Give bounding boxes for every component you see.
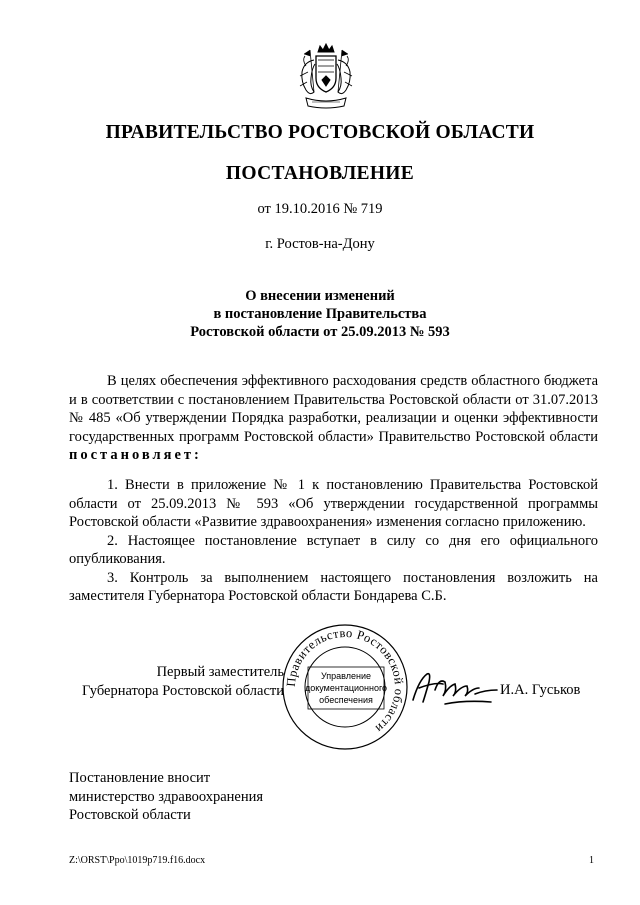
file-path: Z:\ORST\Ppo\1019p719.f16.docx xyxy=(69,855,206,866)
submission-note xyxy=(69,769,263,825)
subject-line: Ростовской области от 25.09.2013 № 593 xyxy=(190,324,450,340)
signatory-title-line: Первый заместитель xyxy=(156,664,284,680)
decree-word: постановляет: xyxy=(69,447,202,463)
subject-line: в постановление Правительства xyxy=(213,306,427,322)
government-title: ПРАВИТЕЛЬСТВО РОСТОВСКОЙ ОБЛАСТИ xyxy=(105,122,535,143)
submission-note-line: министерство здравоохранения xyxy=(69,788,264,805)
document-type: ПОСТАНОВЛЕНИЕ xyxy=(225,163,415,184)
decree-item-1: 1. Внести в приложение № 1 к постановлению Правительства Ростовской области от 25.09.2013 № 593 «Об утверждении государственной программы Ростовской области «Развитие здравоохранения» изменения согласно приложению. xyxy=(69,477,598,530)
preamble-text: В целях обеспечения эффективного расходования средств областного бюджета и в соответствии с постановлением Правительства Ростовской области от 31.07.2013 № 485 «Об утверждении Порядка разработки, реализации и оценки эффективности государственных программ Ростовской области» Правительство Ростовской области xyxy=(69,373,598,445)
signatory-name: И.А. Гуськов xyxy=(500,682,581,698)
decree-items xyxy=(69,476,598,606)
signatory-title xyxy=(69,663,284,700)
official-seal-icon xyxy=(280,622,410,752)
submission-note-line: Постановление вносит xyxy=(69,770,211,786)
signatory-title-line: Губернатора Ростовской области xyxy=(81,682,284,699)
seal-outer-text: Правительство Ростовской области xyxy=(283,625,407,736)
page-number: 1 xyxy=(589,855,594,866)
decree-item-3: 3. Контроль за выполнением настоящего постановления возложить на заместителя Губернатора Ростовской области Бондарева С.Б. xyxy=(69,569,598,604)
seal-inner-line: обеспечения xyxy=(319,695,373,705)
date-number: от 19.10.2016 № 719 xyxy=(257,201,383,217)
coat-of-arms-icon xyxy=(296,42,356,114)
handwritten-signature-icon xyxy=(405,660,505,715)
seal-inner-line: Управление xyxy=(320,671,372,681)
city: г. Ростов-на-Дону xyxy=(265,236,375,252)
document-subject xyxy=(0,287,640,341)
decree-item-2: 2. Настоящее постановление вступает в силу со дня его официального опубликования. xyxy=(69,532,598,567)
submission-note-line: Ростовской области xyxy=(69,807,191,823)
subject-line: О внесении изменений xyxy=(245,288,395,304)
seal-inner-line: документационного xyxy=(304,683,388,693)
preamble-paragraph xyxy=(69,372,598,465)
